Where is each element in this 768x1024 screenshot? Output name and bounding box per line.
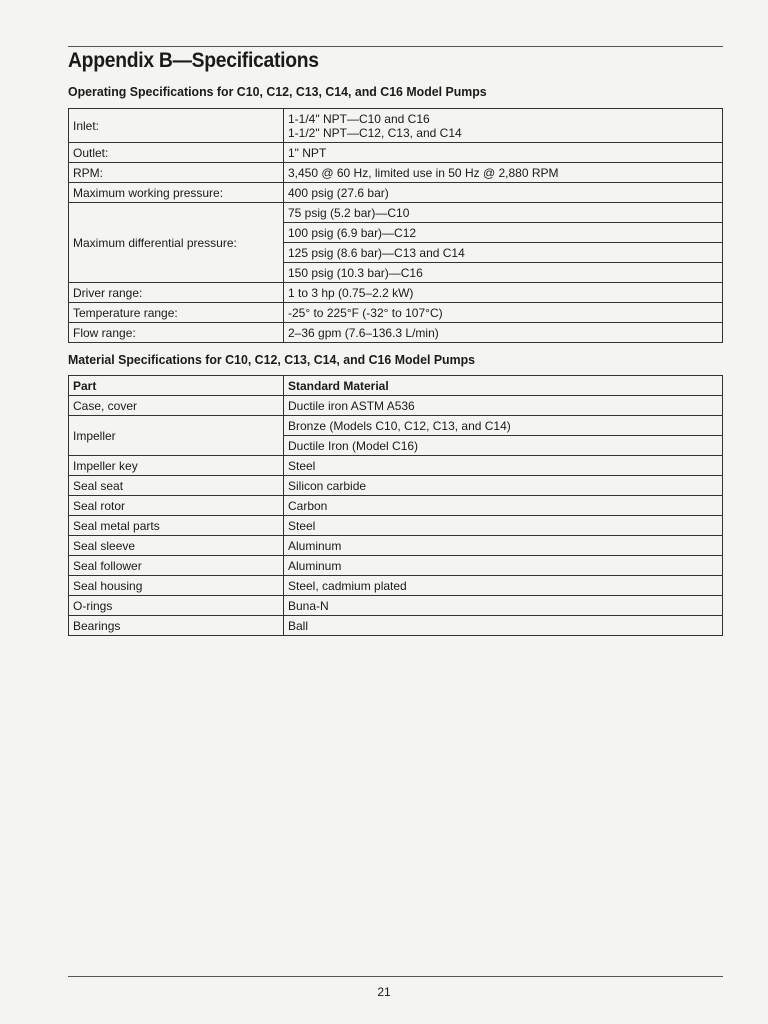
table-row <box>69 183 723 203</box>
table-row <box>69 556 723 576</box>
table-row <box>69 143 723 163</box>
table-cell-part: Bearings <box>69 616 284 636</box>
table-cell-value: 125 psig (8.6 bar)—C13 and C14 <box>284 243 723 263</box>
table-row <box>69 203 723 223</box>
operating-specs-title: Operating Specifications for C10, C12, C13, C14, and C16 Model Pumps <box>68 84 487 99</box>
table-cell-value: -25° to 225°F (-32° to 107°C) <box>284 303 723 323</box>
table-cell-material: Aluminum <box>284 536 723 556</box>
table-row <box>69 596 723 616</box>
table-row <box>69 496 723 516</box>
table-cell-label: Maximum working pressure: <box>69 183 284 203</box>
table-cell-material: Ductile iron ASTM A536 <box>284 396 723 416</box>
table-cell-part: O-rings <box>69 596 284 616</box>
table-cell-part: Impeller key <box>69 456 284 476</box>
table-header-row <box>69 376 723 396</box>
page-title: Appendix B—Specifications <box>68 49 319 72</box>
table-cell-value: 2–36 gpm (7.6–136.3 L/min) <box>284 323 723 343</box>
table-cell-material: Steel <box>284 456 723 476</box>
top-rule <box>68 46 723 47</box>
bottom-rule <box>68 976 723 977</box>
table-row <box>69 396 723 416</box>
table-cell-material: Ductile Iron (Model C16) <box>284 436 723 456</box>
material-specs-title: Material Specifications for C10, C12, C13, C14, and C16 Model Pumps <box>68 352 476 367</box>
material-specs-table <box>68 375 723 636</box>
inlet-value-line: 1-1/2" NPT—C12, C13, and C14 <box>288 125 462 140</box>
table-row <box>69 476 723 496</box>
table-row <box>69 536 723 556</box>
table-row <box>69 283 723 303</box>
table-cell-material: Buna-N <box>284 596 723 616</box>
table-cell-material: Silicon carbide <box>284 476 723 496</box>
table-row <box>69 163 723 183</box>
table-header-material: Standard Material <box>284 376 723 396</box>
table-row <box>69 323 723 343</box>
table-cell-label: Inlet: <box>69 109 284 143</box>
table-cell-label: Maximum differential pressure: <box>69 203 284 283</box>
table-cell-material: Steel <box>284 516 723 536</box>
table-cell-value: 75 psig (5.2 bar)—C10 <box>284 203 723 223</box>
table-cell-material: Aluminum <box>284 556 723 576</box>
table-row <box>69 616 723 636</box>
table-cell-part: Seal sleeve <box>69 536 284 556</box>
inlet-value-line: 1-1/4" NPT—C10 and C16 <box>288 111 430 126</box>
table-row <box>69 456 723 476</box>
table-cell-label: Flow range: <box>69 323 284 343</box>
table-cell-part: Seal metal parts <box>69 516 284 536</box>
table-row <box>69 576 723 596</box>
table-cell-material: Steel, cadmium plated <box>284 576 723 596</box>
operating-specs-table <box>68 108 723 343</box>
table-cell-part: Seal housing <box>69 576 284 596</box>
table-cell-label: RPM: <box>69 163 284 183</box>
table-cell-part: Seal follower <box>69 556 284 576</box>
table-cell-value: 150 psig (10.3 bar)—C16 <box>284 263 723 283</box>
table-row <box>69 303 723 323</box>
table-cell-part: Seal seat <box>69 476 284 496</box>
table-cell-material: Ball <box>284 616 723 636</box>
table-cell-value: 1" NPT <box>284 143 723 163</box>
table-cell-part: Seal rotor <box>69 496 284 516</box>
table-cell-value: 3,450 @ 60 Hz, limited use in 50 Hz @ 2,880 RPM <box>284 163 723 183</box>
page-number: 21 <box>377 985 391 999</box>
table-cell-part: Case, cover <box>69 396 284 416</box>
table-cell-value: 400 psig (27.6 bar) <box>284 183 723 203</box>
table-cell-label: Driver range: <box>69 283 284 303</box>
table-cell-value: 100 psig (6.9 bar)—C12 <box>284 223 723 243</box>
table-cell-value <box>284 109 723 143</box>
table-header-part: Part <box>69 376 284 396</box>
table-cell-part: Impeller <box>69 416 284 456</box>
table-cell-label: Temperature range: <box>69 303 284 323</box>
table-cell-material: Carbon <box>284 496 723 516</box>
table-row <box>69 516 723 536</box>
table-row <box>69 416 723 436</box>
table-cell-label: Outlet: <box>69 143 284 163</box>
table-row <box>69 109 723 143</box>
table-cell-material: Bronze (Models C10, C12, C13, and C14) <box>284 416 723 436</box>
table-cell-value: 1 to 3 hp (0.75–2.2 kW) <box>284 283 723 303</box>
